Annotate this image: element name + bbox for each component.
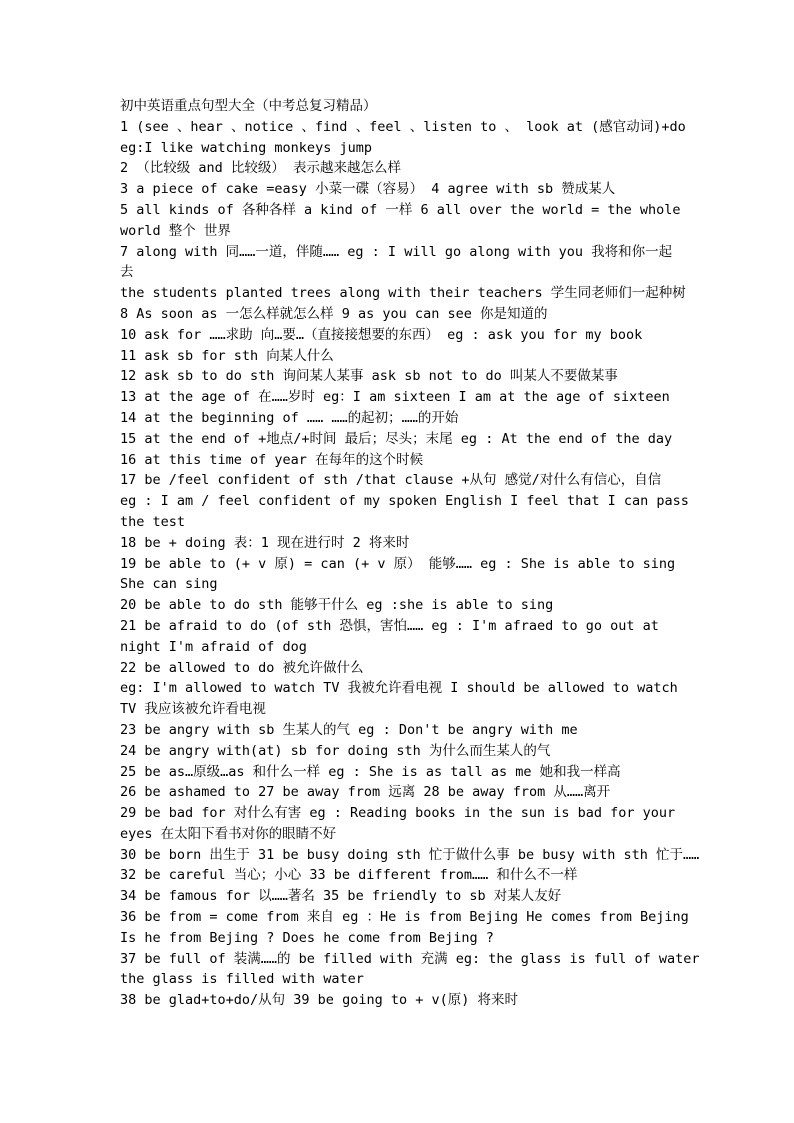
text-line: She can sing (120, 576, 218, 593)
text-line: 16 at this time of year 在每年的这个时候 (120, 451, 424, 468)
text-line: 30 be born 出生于 31 be busy doing sth 忙于做什么事 be busy with sth 忙于…… (120, 846, 700, 863)
text-line: eg:I like watching monkeys jump (120, 139, 372, 156)
text-line: 34 be famous for 以……著名 35 be friendly to sb 对某人友好 (120, 888, 562, 905)
text-line: 8 As soon as 一怎么样就怎么样 9 as you can see 你是知道的 (120, 305, 548, 322)
text-line: 26 be ashamed to 27 be away from 远离 28 be away from 从……离开 (120, 784, 611, 801)
text-line: 23 be angry with sb 生某人的气 eg : Don't be angry with me (120, 721, 578, 738)
text-line: 38 be glad+to+do/从句 39 be going to + v(原) 将来时 (120, 992, 518, 1009)
text-line: TV 我应该被允许看电视 (120, 701, 266, 718)
text-line: 21 be afraid to do (of sth 恐惧，害怕…… eg : I'm afraed to go out at (120, 617, 659, 634)
text-line: the test (120, 513, 186, 530)
text-line: 11 ask sb for sth 向某人什么 (120, 347, 334, 364)
text-line: 32 be careful 当心；小心 33 be different from…… 和什么不一样 (120, 867, 578, 884)
text-line: 10 ask for ……求助 向…要…（直接接想要的东西） eg : ask you for my book (120, 326, 643, 343)
text-line: 25 be as…原级…as 和什么一样 eg : She is as tall as me 她和我一样高 (120, 763, 621, 780)
text-line: eyes 在太阳下看书对你的眼睛不好 (120, 825, 337, 842)
text-line: 37 be full of 装满……的 be filled with 充满 eg: the glass is full of water (120, 950, 700, 967)
text-line: 去 (120, 264, 134, 281)
text-line: 22 be allowed to do 被允许做什么 (120, 659, 364, 676)
text-line: 17 be /feel confident of sth /that clause +从句 感觉/对什么有信心，自信 (120, 472, 662, 489)
text-line: 18 be + doing 表：1 现在进行时 2 将来时 (120, 534, 410, 551)
text-line: the students planted trees along with their teachers 学生同老师们一起种树 (120, 285, 686, 302)
text-line: 24 be angry with(at) sb for doing sth 为什么而生某人的气 (120, 742, 551, 759)
text-line: 5 all kinds of 各种各样 a kind of 一样 6 all over the world = the whole (120, 201, 681, 218)
text-line: 12 ask sb to do sth 询问某人某事 ask sb not to do 叫某人不要做某事 (120, 368, 618, 385)
document-body (120, 96, 730, 1011)
text-line: 14 at the beginning of …… ……的起初；……的开始 (120, 409, 459, 426)
text-line: 1 (see 、hear 、notice 、find 、feel 、listen to 、 look at (感官动词)+do (120, 118, 686, 135)
text-line: 15 at the end of +地点/+时间 最后；尽头；末尾 eg : At the end of the day (120, 430, 673, 447)
text-line: world 整个 世界 (120, 222, 231, 239)
text-line: 29 be bad for 对什么有害 eg : Reading books in the sun is bad for your (120, 805, 676, 822)
text-line: 19 be able to (+ v 原) = can (+ v 原） 能够…… eg : She is able to sing (120, 555, 676, 572)
document-title: 初中英语重点句型大全（中考总复习精品） (120, 98, 377, 114)
text-line: 20 be able to do sth 能够干什么 eg :she is able to sing (120, 597, 554, 614)
text-line: eg : I am / feel confident of my spoken English I feel that I can pass (120, 493, 689, 510)
text-line: the glass is filled with water (120, 971, 364, 988)
text-line: 36 be from = come from 来自 eg ：He is from Bejing He comes from Bejing (120, 909, 689, 926)
text-line: 2 （比较级 and 比较级） 表示越来越怎么样 (120, 160, 402, 177)
text-line: 13 at the age of 在……岁时 eg：I am sixteen I am at the age of sixteen (120, 389, 670, 406)
text-line: 7 along with 同……一道，伴随…… eg : I will go along with you 我将和你一起 (120, 243, 673, 260)
text-line: 3 a piece of cake =easy 小菜一碟（容易） 4 agree with sb 赞成某人 (120, 181, 616, 198)
text-line: eg: I'm allowed to watch TV 我被允许看电视 I should be allowed to watch (120, 680, 678, 697)
text-line: night I'm afraid of dog (120, 638, 307, 655)
text-line: Is he from Bejing ? Does he come from Bejing ? (120, 929, 494, 946)
